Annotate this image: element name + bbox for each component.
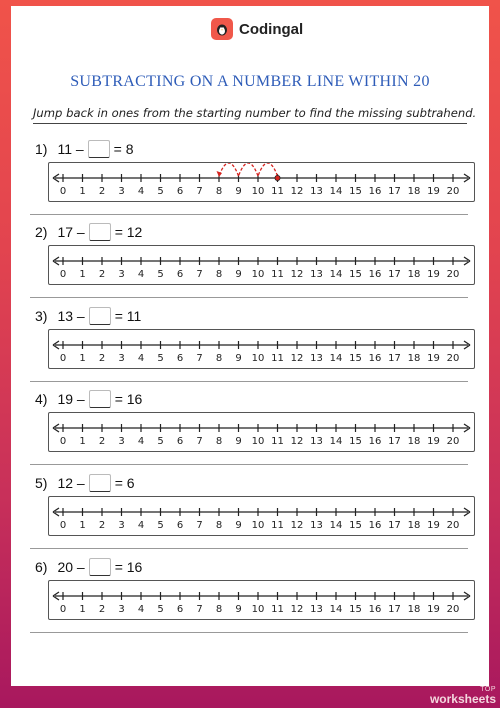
- tick-label: 13: [310, 604, 323, 615]
- tick-label: 0: [59, 436, 67, 447]
- problem-result: = 11: [114, 308, 142, 324]
- tick-label: 0: [59, 353, 67, 364]
- number-line-box: [48, 245, 475, 285]
- tick-label: 14: [329, 353, 343, 364]
- number-line-box: [48, 496, 475, 536]
- problem-5: [35, 473, 475, 553]
- tick-label: 18: [407, 436, 421, 447]
- problem-equation: [35, 557, 142, 577]
- problem-equation: [35, 389, 142, 409]
- tick-label: 17: [388, 436, 401, 447]
- tick-label: 1: [79, 604, 86, 615]
- number-line: [49, 581, 474, 619]
- problem-divider: [30, 214, 468, 215]
- problem-equation: [35, 306, 141, 326]
- tick-label: 10: [251, 520, 265, 531]
- number-line: [49, 246, 474, 284]
- problem-equation: [35, 222, 142, 242]
- problem-number: 1): [35, 141, 48, 157]
- problem-divider: [30, 464, 468, 465]
- problem-result: = 6: [114, 475, 135, 491]
- tick-label: 14: [329, 436, 343, 447]
- problem-2: [35, 222, 475, 302]
- problem-6: [35, 557, 475, 637]
- problem-divider: [30, 548, 468, 549]
- tick-label: 20: [446, 269, 460, 280]
- problem-equation: [35, 473, 135, 493]
- tick-label: 10: [251, 186, 265, 197]
- tick-label: 1: [79, 186, 86, 197]
- tick-label: 17: [388, 520, 401, 531]
- tick-label: 15: [349, 186, 362, 197]
- answer-blank[interactable]: [89, 474, 111, 492]
- tick-label: 2: [98, 520, 106, 531]
- problem-1: [35, 139, 475, 219]
- tick-label: 13: [310, 186, 323, 197]
- tick-label: 13: [310, 269, 323, 280]
- number-line-box: [48, 162, 475, 202]
- tick-label: 7: [196, 604, 203, 615]
- tick-label: 6: [176, 436, 184, 447]
- tick-label: 12: [290, 186, 304, 197]
- tick-label: 19: [427, 520, 440, 531]
- tick-label: 5: [157, 520, 164, 531]
- tick-label: 9: [235, 269, 242, 280]
- tick-label: 8: [215, 269, 223, 280]
- tick-label: 20: [446, 520, 460, 531]
- tick-label: 18: [407, 520, 421, 531]
- problem-minuend: 11 –: [57, 141, 84, 157]
- tick-label: 14: [329, 269, 343, 280]
- tick-label: 5: [157, 604, 164, 615]
- tick-label: 2: [98, 269, 106, 280]
- tick-label: 9: [235, 520, 242, 531]
- instruction-text: Jump back in ones from the starting number to find the missing subtrahend.: [33, 106, 467, 124]
- jump-arc: [258, 163, 278, 176]
- problem-result: = 12: [114, 224, 143, 240]
- problem-divider: [30, 632, 468, 633]
- problem-result: = 16: [114, 559, 143, 575]
- tick-label: 0: [59, 186, 67, 197]
- tick-label: 16: [368, 604, 382, 615]
- tick-label: 15: [349, 520, 362, 531]
- tick-label: 0: [59, 520, 67, 531]
- worksheet-page: [11, 6, 489, 686]
- tick-label: 7: [196, 436, 203, 447]
- number-line: [49, 163, 474, 201]
- tick-label: 3: [118, 436, 125, 447]
- problem-divider: [30, 297, 468, 298]
- tick-label: 4: [137, 186, 145, 197]
- tick-label: 5: [157, 436, 164, 447]
- tick-label: 12: [290, 436, 304, 447]
- tick-label: 19: [427, 604, 440, 615]
- tick-label: 6: [176, 604, 184, 615]
- tick-label: 10: [251, 604, 265, 615]
- tick-label: 5: [157, 269, 164, 280]
- tick-label: 16: [368, 269, 382, 280]
- tick-label: 3: [118, 186, 125, 197]
- tick-label: 18: [407, 604, 421, 615]
- tick-label: 11: [271, 604, 284, 615]
- tick-label: 1: [79, 436, 86, 447]
- tick-label: 10: [251, 353, 265, 364]
- tick-label: 3: [118, 520, 125, 531]
- tick-label: 11: [271, 353, 284, 364]
- tick-label: 6: [176, 520, 184, 531]
- tick-label: 19: [427, 186, 440, 197]
- tick-label: 14: [329, 186, 343, 197]
- tick-label: 6: [176, 353, 184, 364]
- problem-result: = 8: [113, 141, 134, 157]
- tick-label: 8: [215, 604, 223, 615]
- tick-label: 3: [118, 604, 125, 615]
- number-line-box: [48, 329, 475, 369]
- tick-label: 12: [290, 353, 304, 364]
- tick-label: 17: [388, 604, 401, 615]
- tick-label: 15: [349, 436, 362, 447]
- tick-label: 6: [176, 186, 184, 197]
- tick-label: 4: [137, 353, 145, 364]
- tick-label: 12: [290, 604, 304, 615]
- tick-label: 12: [290, 520, 304, 531]
- brand-logo: [211, 16, 303, 42]
- tick-label: 18: [407, 353, 421, 364]
- tick-label: 13: [310, 520, 323, 531]
- tick-label: 3: [118, 353, 125, 364]
- tick-label: 17: [388, 269, 401, 280]
- tick-label: 2: [98, 186, 106, 197]
- answer-blank[interactable]: [89, 223, 111, 241]
- tick-label: 16: [368, 186, 382, 197]
- tick-label: 9: [235, 436, 242, 447]
- problem-number: 6): [35, 559, 48, 575]
- number-line-box: [48, 580, 475, 620]
- tick-label: 4: [137, 520, 145, 531]
- tick-label: 4: [137, 269, 145, 280]
- tick-label: 2: [98, 604, 106, 615]
- tick-label: 0: [59, 604, 67, 615]
- tick-label: 16: [368, 353, 382, 364]
- footer-brand-text: worksheets: [429, 692, 496, 706]
- tick-label: 20: [446, 353, 460, 364]
- tick-label: 8: [215, 520, 223, 531]
- number-line-box: [48, 412, 475, 452]
- problem-number: 5): [35, 475, 48, 491]
- footer-top-text: TOP: [480, 686, 496, 693]
- tick-label: 9: [235, 186, 242, 197]
- tick-label: 9: [235, 604, 242, 615]
- tick-label: 19: [427, 436, 440, 447]
- tick-label: 0: [59, 269, 67, 280]
- number-line: [49, 330, 474, 368]
- tick-label: 3: [118, 269, 125, 280]
- tick-label: 16: [368, 520, 382, 531]
- number-line: [49, 413, 474, 451]
- problem-minuend: 12 –: [57, 475, 85, 491]
- tick-label: 4: [137, 436, 145, 447]
- tick-label: 15: [349, 269, 362, 280]
- tick-label: 10: [251, 436, 265, 447]
- tick-label: 5: [157, 186, 164, 197]
- tick-label: 11: [271, 269, 284, 280]
- tick-label: 19: [427, 269, 440, 280]
- problem-4: [35, 389, 475, 469]
- tick-label: 13: [310, 436, 323, 447]
- tick-label: 18: [407, 269, 421, 280]
- start-point-dot: [275, 175, 280, 180]
- tick-label: 20: [446, 436, 460, 447]
- problem-result: = 16: [114, 391, 143, 407]
- tick-label: 8: [215, 436, 223, 447]
- answer-blank[interactable]: [89, 558, 111, 576]
- tick-label: 11: [271, 186, 284, 197]
- tick-label: 14: [329, 604, 343, 615]
- tick-label: 2: [98, 436, 106, 447]
- tick-label: 16: [368, 436, 382, 447]
- tick-label: 2: [98, 353, 106, 364]
- tick-label: 11: [271, 436, 284, 447]
- tick-label: 8: [215, 353, 223, 364]
- tick-label: 17: [388, 186, 401, 197]
- answer-blank[interactable]: [89, 307, 111, 325]
- tick-label: 1: [79, 353, 86, 364]
- tick-label: 20: [446, 186, 460, 197]
- penguin-icon: [211, 18, 233, 40]
- worksheet-title: SUBTRACTING ON A NUMBER LINE WITHIN 20: [70, 73, 430, 90]
- problem-number: 3): [35, 308, 48, 324]
- tick-label: 1: [79, 269, 86, 280]
- tick-label: 15: [349, 604, 362, 615]
- problem-equation: [35, 139, 134, 159]
- problem-minuend: 19 –: [57, 391, 85, 407]
- jump-arc: [219, 163, 239, 176]
- tick-label: 8: [215, 186, 223, 197]
- problem-divider: [30, 381, 468, 382]
- problem-number: 4): [35, 391, 48, 407]
- tick-label: 7: [196, 353, 203, 364]
- jump-arc: [239, 163, 259, 176]
- tick-label: 9: [235, 353, 242, 364]
- tick-label: 20: [446, 604, 460, 615]
- answer-blank[interactable]: [89, 390, 111, 408]
- tick-label: 5: [157, 353, 164, 364]
- brand-name: Codingal: [239, 20, 304, 38]
- tick-label: 7: [196, 520, 203, 531]
- tick-label: 4: [137, 604, 145, 615]
- tick-label: 18: [407, 186, 421, 197]
- number-line: [49, 497, 474, 535]
- footer-watermark: [430, 686, 496, 705]
- tick-label: 1: [79, 520, 86, 531]
- tick-label: 12: [290, 269, 304, 280]
- jump-arrowhead-icon: [217, 171, 223, 177]
- problem-minuend: 17 –: [57, 224, 85, 240]
- tick-label: 10: [251, 269, 265, 280]
- tick-label: 11: [271, 520, 284, 531]
- tick-label: 13: [310, 353, 323, 364]
- tick-label: 6: [176, 269, 184, 280]
- tick-label: 19: [427, 353, 440, 364]
- tick-label: 7: [196, 186, 203, 197]
- answer-blank[interactable]: [88, 140, 110, 158]
- tick-label: 15: [349, 353, 362, 364]
- problem-minuend: 20 –: [57, 559, 85, 575]
- problem-minuend: 13 –: [57, 308, 85, 324]
- problem-3: [35, 306, 475, 386]
- tick-label: 17: [388, 353, 401, 364]
- tick-label: 7: [196, 269, 203, 280]
- problem-number: 2): [35, 224, 48, 240]
- tick-label: 14: [329, 520, 343, 531]
